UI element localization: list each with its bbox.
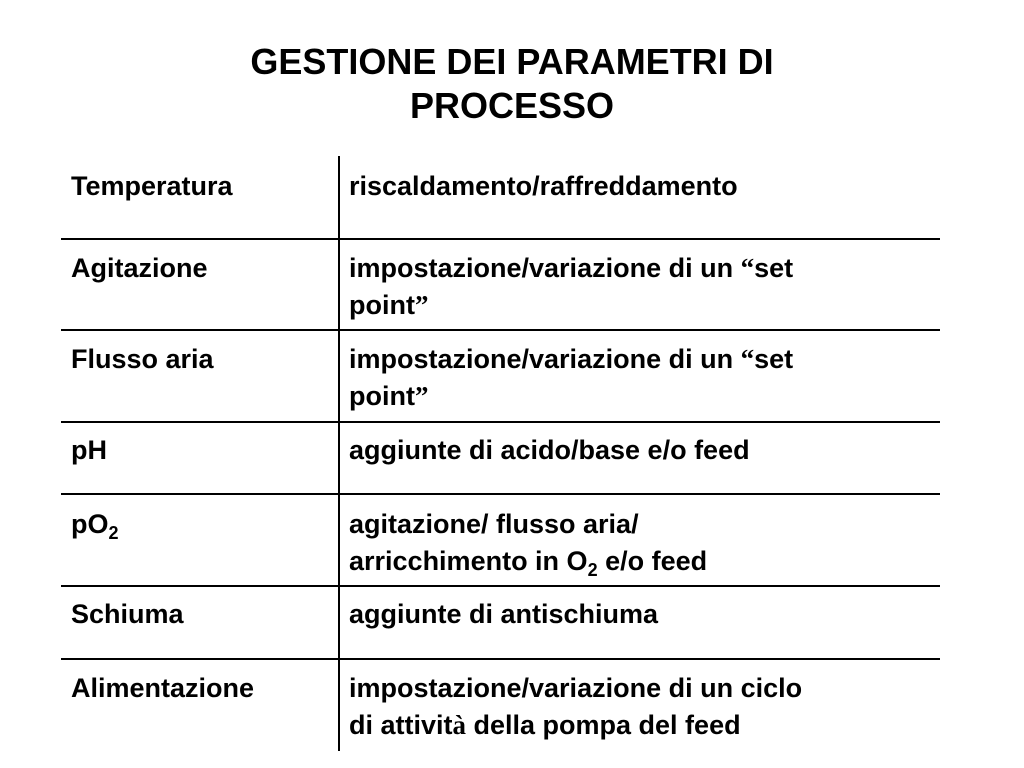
action-text: set [754,253,794,283]
parameter-cell-schiuma: Schiuma [71,599,184,629]
row-divider [61,585,940,587]
open-quote: “ [740,253,755,283]
parameters-table [61,156,940,751]
param-main: pO [71,509,109,539]
action-text: della pompa del feed [466,710,741,740]
row-divider [61,329,940,331]
action-text: set [754,344,794,374]
row-divider [61,493,940,495]
accented-letter: à [452,710,467,740]
action-line-1: impostazione/variazione di un ciclo [349,673,803,703]
action-text: e/o feed [597,546,708,576]
action-text: point [349,381,415,411]
action-cell-schiuma: aggiunte di antischiuma [349,599,659,629]
action-text: impostazione/variazione di un [349,344,741,374]
parameter-cell-agitazione: Agitazione [71,253,208,283]
action-text: arricchimento in O [349,546,588,576]
action-text: impostazione/variazione di un [349,253,741,283]
row-divider [61,238,940,240]
action-cell-po2 [349,506,707,580]
title-line-1: GESTIONE DEI PARAMETRI DI [250,41,774,82]
param-subscript: 2 [108,523,119,543]
action-cell-agitazione [349,250,793,324]
action-line-1: agitazione/ flusso aria/ [349,509,639,539]
parameter-cell-temperatura: Temperatura [71,171,233,201]
close-quote: ” [414,290,429,320]
action-text: di attivit [349,710,453,740]
row-divider [61,658,940,660]
row-divider [61,421,940,423]
title-line-2: PROCESSO [409,85,615,126]
action-cell-ph: aggiunte di acido/base e/o feed [349,435,750,465]
action-cell-flusso-aria [349,341,793,415]
open-quote: “ [740,344,755,374]
action-cell-temperatura: riscaldamento/raffreddamento [349,171,738,201]
parameter-cell-po2 [71,506,119,543]
parameter-cell-ph: pH [71,435,107,465]
action-text: point [349,290,415,320]
action-subscript: 2 [587,560,598,580]
parameter-cell-flusso-aria: Flusso aria [71,344,214,374]
action-cell-alimentazione [349,670,802,744]
column-divider [338,156,340,751]
page-title [0,40,1024,128]
close-quote: ” [414,381,429,411]
parameter-cell-alimentazione: Alimentazione [71,673,255,703]
